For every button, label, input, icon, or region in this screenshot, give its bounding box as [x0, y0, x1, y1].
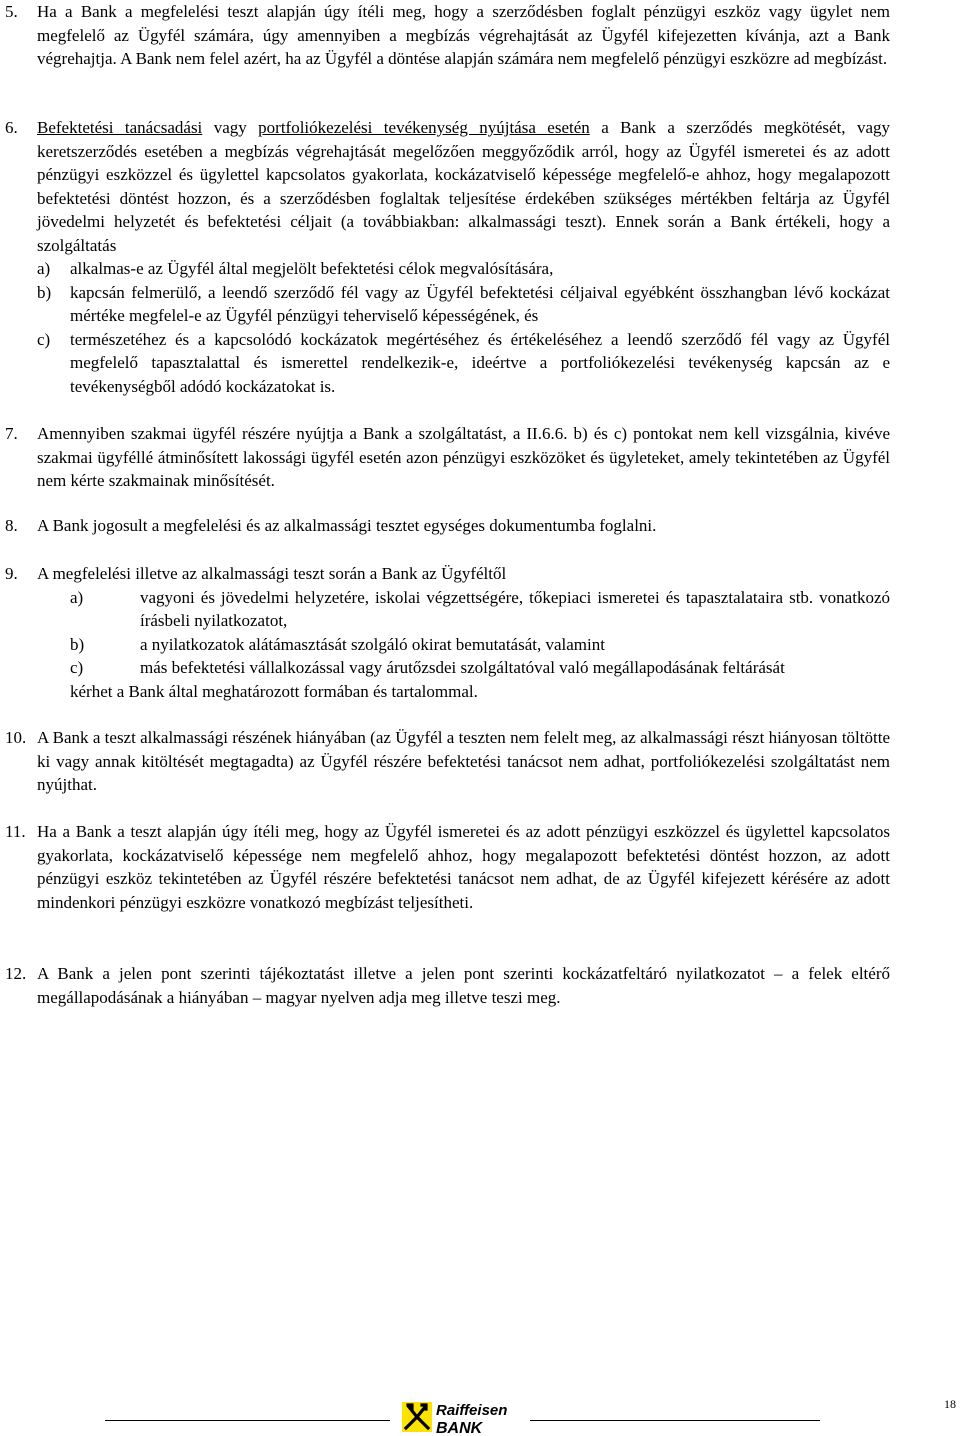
- item-text: A Bank a jelen pont szerinti tájékoztatást illetve a jelen pont szerinti kockázatfeltáró nyilatkozatot – a felek eltérő megállapodásának a hiányában – magyar nyelven adja meg illetve teszi meg.: [37, 964, 890, 1007]
- item-number: 11.: [5, 822, 26, 841]
- item-number: 12.: [5, 964, 27, 983]
- sub-item-text: más befektetési vállalkozással vagy árutőzsdei szolgáltatóval való megállapodásának feltárását: [140, 658, 785, 677]
- sub-item-text: kapcsán felmerülő, a leendő szerződő fél vagy az Ügyfél befektetési céljaival egyébként összhangban lévő kockázat mértéke megfelel-e az Ügyfél pénzügyi teherviselő képességének, és: [70, 282, 890, 325]
- item-number: 6.: [5, 118, 18, 137]
- page-number: 18: [944, 1397, 956, 1411]
- item-number: 7.: [5, 424, 18, 443]
- sub-item-label: c): [37, 329, 51, 349]
- sub-item-a: [70, 586, 890, 633]
- footer-rule-left: [105, 1420, 390, 1421]
- raiffeisen-logo: [402, 1398, 527, 1436]
- item-text: A Bank a teszt alkalmassági részének hiányában (az Ügyfél a teszten nem felelt meg, az alkalmassági részt hiányosan töltötte ki vagy annak kitöltését megtagadta) az Ügyfél részére befektetési tanácsot nem adhat, portfoliókezelési szolgáltatást nem nyújthat.: [37, 728, 890, 794]
- item-6: [5, 116, 890, 398]
- item-9: [5, 562, 890, 703]
- sub-item-a: [37, 257, 890, 281]
- item-7: [5, 422, 890, 493]
- footer-rule-right: [530, 1420, 820, 1421]
- item-text: A megfelelési illetve az alkalmassági teszt során a Bank az Ügyféltől: [37, 564, 507, 583]
- item-8: [5, 514, 890, 538]
- item-text: Befektetési tanácsadási vagy portfoliókezelési tevékenység nyújtása esetén a Bank a szerződés megkötését, vagy keretszerződés esetében a megbízás végrehajtását megelőzően meggyőződik arról, hogy az Ügyfél ismeretei és az adott pénzügyi eszközzel és ügylettel kapcsolatos gyakorlata, kockázatviselő képessége megfelelő-e ahhoz, hogy megalapozott befektetési döntést hozzon, és a szerződésben foglaltak teljesítése érdekében szükséges mértékben feltárja az Ügyfél jövedelmi helyzetét és befektetési céljait (a továbbiakban: alkalmassági teszt). Ennek során a Bank értékeli, hogy a szolgáltatás: [37, 118, 891, 255]
- underlined-phrase: portfoliókezelési tevékenység nyújtása esetén: [258, 118, 590, 137]
- item-text: A Bank jogosult a megfelelési és az alkalmassági tesztet egységes dokumentumba foglalni.: [37, 516, 657, 535]
- item-number: 8.: [5, 516, 18, 535]
- item-number: 5.: [5, 2, 18, 21]
- raiffeisen-emblem-icon: [402, 1402, 432, 1432]
- item-11: [5, 820, 890, 914]
- svg-text:BANK: BANK: [436, 1420, 483, 1436]
- item-5: [5, 0, 890, 71]
- sub-item-label: b): [37, 282, 52, 302]
- sub-item-label: a): [37, 259, 51, 278]
- underlined-phrase: Befektetési tanácsadási: [37, 118, 203, 137]
- sub-item-b: [70, 633, 890, 657]
- item-number: 10.: [5, 728, 27, 747]
- sub-item-label: a): [70, 587, 84, 607]
- item-text: Amennyiben szakmai ügyfél részére nyújtja a Bank a szolgáltatást, a II.6.6. b) és c) pontokat nem kell vizsgálnia, kivéve szakmai ügyféllé átminősített lakossági ügyfél esetén azon pénzügyi eszközöket és ügyleteket, amely tekintetében az Ügyfél nem kérte szakmainak minősítését.: [37, 424, 890, 490]
- item-trailing-text: kérhet a Bank által meghatározott formában és tartalommal.: [70, 681, 478, 701]
- sub-item-text: alkalmas-e az Ügyfél által megjelölt befektetési célok megvalósítására,: [70, 259, 554, 278]
- sub-item-label: b): [70, 634, 85, 654]
- item-12: [5, 962, 890, 1009]
- item-text: Ha a Bank a teszt alapján úgy ítéli meg, hogy az Ügyfél ismeretei és az adott pénzügyi eszközzel és ügylettel kapcsolatos gyakorlata, kockázatviselő képessége nem megfelelő ahhoz, hogy megalapozott befektetési döntést hozzon, az adott pénzügyi eszköz tekintetében az Ügyfél részére befektetési tanácsot nem adhat, de az Ügyfél kifejezett kérésére az adott mindenkori pénzügyi eszközre vonatkozó megbízást teljesítheti.: [37, 822, 890, 912]
- sub-item-text: a nyilatkozatok alátámasztását szolgáló okirat bemutatását, valamint: [140, 634, 605, 654]
- sub-item-c: [37, 328, 890, 399]
- sub-item-label: c): [70, 658, 84, 677]
- item-text: Ha a Bank a megfelelési teszt alapján úgy ítéli meg, hogy a szerződésben foglalt pénzügyi eszköz vagy ügylet nem megfelelő az Ügyfél számára, úgy amennyiben a megbízás végrehajtását az Ügyfél kifejezetten kívánja, azt a Bank végrehajtja. A Bank nem felel azért, ha az Ügyfél a döntése alapján számára nem megfelelő pénzügyi eszközre ad megbízást.: [37, 2, 890, 68]
- item-number: 9.: [5, 564, 18, 583]
- sub-item-text: vagyoni és jövedelmi helyzetére, iskolai végzettségére, tőkepiaci ismeretei és tapasztalataira stb. vonatkozó írásbeli nyilatkozatot,: [140, 587, 890, 630]
- item-10: [5, 726, 890, 797]
- svg-text:Raiffeisen: Raiffeisen: [436, 1402, 508, 1419]
- sub-item-text: természetéhez és a kapcsolódó kockázatok megértéséhez és értékeléséhez a leendő szerződő fél vagy az Ügyfél megfelelő tapasztalattal és ismerettel rendelkezik-e, ideértve a portfoliókezelési tevékenység kapcsán az e tevékenységből adódó kockázatokat is.: [70, 329, 890, 396]
- sub-item-b: [37, 281, 890, 328]
- sub-item-c: [70, 656, 890, 680]
